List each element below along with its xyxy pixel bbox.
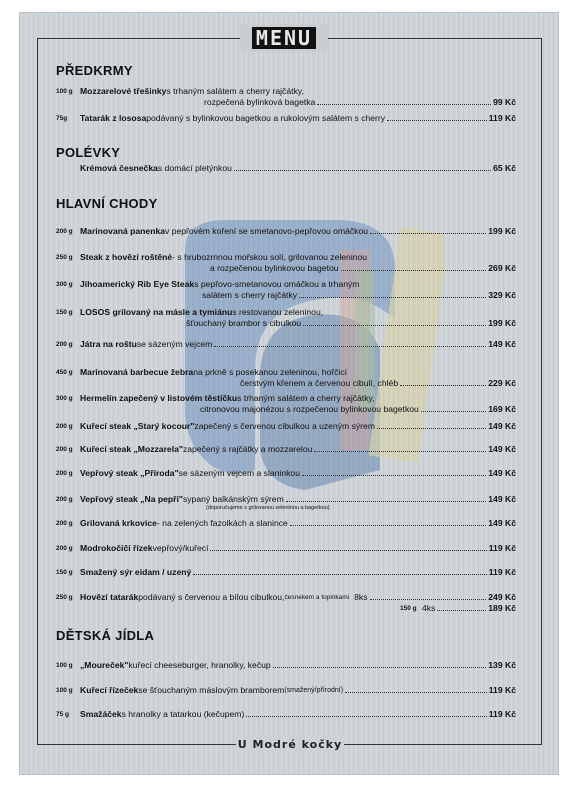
section-title-polevky: POLÉVKY	[56, 145, 121, 160]
dotted-leader	[377, 428, 486, 429]
item-desc: s hranolky a tatarkou (kečupem)	[121, 709, 245, 719]
item-desc-small: (smažený/přírodní)	[284, 687, 344, 694]
item-name: Smažený sýr eidam / uzený	[80, 567, 192, 577]
section-title-predkrmy: PŘEDKRMY	[56, 63, 133, 78]
menu-item	[56, 393, 516, 415]
item-desc: zapečený s rajčátky a mozzarelou	[182, 444, 313, 454]
item-price: 149 Kč	[488, 518, 516, 528]
item-name: Kuřecí steak „Starý kocour"	[80, 421, 195, 431]
item-desc-small: česnekem a topinkami	[284, 594, 350, 601]
item-weight: 200 g	[56, 228, 73, 235]
item-name: Jihoamerický Rib Eye Steak	[80, 279, 195, 289]
dotted-leader	[341, 270, 487, 271]
item-desc: s domácí pletýnkou	[157, 163, 232, 173]
dotted-leader	[299, 297, 486, 298]
menu-item	[56, 660, 516, 671]
item-name: Smažáček	[80, 709, 122, 719]
dotted-leader	[234, 170, 491, 171]
item-price: 149 Kč	[488, 468, 516, 478]
item-desc: zapečený s červenou cibulkou a uzeným sýrem	[194, 421, 375, 431]
item-price: 119 Kč	[488, 567, 516, 577]
item-desc: se šťouchaným máslovým bramborem	[138, 685, 285, 695]
item-desc: se sázeným vejcem	[136, 339, 213, 349]
item-weight: 75 g	[56, 711, 70, 718]
item-desc: na prkně s posekanou zeleninou, hořčicí	[193, 367, 348, 377]
item-desc: podávaný s červenou a bílou cibulkou,	[138, 592, 285, 602]
item-note: (doporučujeme s grilovanou zeleninou a bagetkou)	[206, 505, 330, 511]
item-name: Modrokočičí řízek	[80, 543, 153, 553]
menu-title: MENU	[252, 27, 316, 49]
item-price: 269 Kč	[488, 263, 516, 273]
dotted-leader	[370, 233, 486, 234]
dotted-leader	[421, 411, 486, 412]
item-name: „Moureček"	[80, 660, 129, 670]
item-weight: 200 g	[56, 470, 73, 477]
item-name: Krémová česnečka	[80, 163, 158, 173]
dotted-leader	[214, 346, 486, 347]
item-desc-2: a rozpečenou bylinkovou bagetou	[210, 263, 339, 273]
menu-item	[56, 252, 516, 274]
item-weight: 200 g	[56, 520, 73, 527]
item-price: 139 Kč	[488, 660, 516, 670]
item-desc-2: rozpečená bylinková bagetka	[204, 97, 316, 107]
item-weight: 75g	[56, 115, 68, 122]
item-weight: 200 g	[56, 496, 73, 503]
item-name: Kuřecí řízeček	[80, 685, 139, 695]
item-weight: 100 g	[56, 662, 73, 669]
menu-item	[56, 339, 516, 350]
item-price: 199 Kč	[488, 318, 516, 328]
item-name: Vepřový steak „Příroda"	[80, 468, 179, 478]
item-name: Hovězí tatarák	[80, 592, 139, 602]
section-title-hlavni: HLAVNÍ CHODY	[56, 196, 158, 211]
item-qty: 8ks	[354, 592, 368, 602]
item-weight: 250 g	[56, 594, 73, 601]
dotted-leader	[345, 692, 487, 693]
item-name: Hermelín zapečený v listovém těstíčku	[80, 393, 238, 403]
dotted-leader	[273, 667, 487, 668]
item-desc: kuřecí cheeseburger, hranolky, kečup	[128, 660, 271, 670]
menu-item	[56, 307, 516, 329]
menu-item	[56, 685, 516, 696]
item-price: 199 Kč	[488, 226, 516, 236]
dotted-leader	[193, 574, 486, 575]
item-price: 119 Kč	[488, 685, 516, 695]
item-desc: s restovanou zeleninou,	[232, 307, 324, 317]
item-price: 329 Kč	[488, 290, 516, 300]
dotted-leader	[286, 501, 487, 502]
item-price: 119 Kč	[488, 543, 516, 553]
item-weight: 200 g	[56, 423, 73, 430]
menu-item	[56, 518, 516, 529]
item-name: Tatarák z lososa	[80, 113, 147, 123]
dotted-leader	[400, 385, 486, 386]
item-price: 149 Kč	[488, 444, 516, 454]
menu-title-box	[240, 24, 328, 52]
menu-item	[56, 444, 516, 455]
menu-item	[56, 163, 516, 174]
item-desc: s trhaným salátem a cherry rajčátky,	[166, 86, 304, 96]
item-price: 65 Kč	[493, 163, 516, 173]
item-weight: 200 g	[56, 341, 73, 348]
menu-item	[56, 543, 516, 554]
item-qty: 4ks	[422, 603, 436, 613]
item-name: Steak z hovězí roštěné	[80, 252, 173, 262]
item-name: Játra na roštu	[80, 339, 137, 349]
item-desc-2: citronovou majonézou s rozpečenou bylinkovou bagetkou	[200, 404, 419, 414]
menu-item	[56, 592, 516, 614]
item-weight: 150 g	[56, 569, 73, 576]
item-weight: 450 g	[56, 369, 73, 376]
dotted-leader	[246, 716, 486, 717]
menu-item	[56, 468, 516, 479]
dotted-leader	[314, 451, 486, 452]
item-desc: v pepřovém koření se smetanovo-pepřovou omáčkou	[165, 226, 369, 236]
dotted-leader	[302, 475, 486, 476]
item-desc: sypaný balkánským sýrem	[182, 494, 284, 504]
dotted-leader	[290, 525, 486, 526]
dotted-leader	[210, 550, 486, 551]
item-name: Mozzarelové třešinky	[80, 86, 167, 96]
item-weight: 150 g	[56, 309, 73, 316]
item-name: Vepřový steak „Na pepři"	[80, 494, 183, 504]
item-weight: 100 g	[56, 687, 73, 694]
item-price: 189 Kč	[488, 603, 516, 613]
item-name: LOSOS grilovaný na másle a tymiánu	[80, 307, 233, 317]
item-desc: s pepřovo-smetanovou omáčkou a trhaným	[194, 279, 360, 289]
dotted-leader	[303, 325, 486, 326]
menu-item	[56, 367, 516, 389]
item-name: Grilovaná krkovice	[80, 518, 157, 528]
section-title-detska: DĚTSKÁ JÍDLA	[56, 628, 155, 643]
item-desc: se sázeným vejcem a slaninkou	[178, 468, 300, 478]
item-weight: 200 g	[56, 446, 73, 453]
item-name: Marinovaná panenka	[80, 226, 166, 236]
item-price: 149 Kč	[488, 494, 516, 504]
menu-item	[56, 226, 516, 237]
item-price: 149 Kč	[488, 421, 516, 431]
item-desc: vepřový/kuřecí	[152, 543, 209, 553]
menu-item	[56, 494, 516, 512]
item-price: 169 Kč	[488, 404, 516, 414]
item-desc: s trhaným salátem a cherry rajčátky,	[237, 393, 375, 403]
item-price: 119 Kč	[488, 113, 516, 123]
item-desc-2: čerstvým křenem a červenou cibulí, chléb	[240, 378, 399, 388]
item-weight: 100 g	[56, 88, 73, 95]
item-weight: 300 g	[56, 395, 73, 402]
item-name: Kuřecí steak „Mozzarela"	[80, 444, 183, 454]
item-price: 119 Kč	[488, 709, 516, 719]
item-price: 99 Kč	[493, 97, 516, 107]
menu-item	[56, 113, 516, 124]
dotted-leader	[437, 610, 486, 611]
menu-item	[56, 279, 516, 301]
restaurant-name: U Modré kočky	[237, 737, 343, 751]
item-weight: 150 g	[400, 605, 417, 612]
menu-item	[56, 421, 516, 432]
item-weight: 300 g	[56, 281, 73, 288]
dotted-leader	[370, 599, 487, 600]
item-weight: 200 g	[56, 545, 73, 552]
menu-item	[56, 709, 516, 720]
menu-item	[56, 567, 516, 578]
menu-item	[56, 86, 516, 108]
item-price: 229 Kč	[488, 378, 516, 388]
item-price: 149 Kč	[488, 339, 516, 349]
item-desc: - s hrubozrnnou mořskou solí, grilovanou zeleninou	[172, 252, 368, 262]
dotted-leader	[317, 104, 491, 105]
item-desc: podávaný s bylinkovou bagetkou a rukolovým salátem s cherry	[146, 113, 386, 123]
footer-box	[236, 735, 344, 753]
item-weight: 250 g	[56, 254, 73, 261]
item-price: 249 Kč	[488, 592, 516, 602]
dotted-leader	[387, 120, 487, 121]
item-name: Marinovaná barbecue žebra	[80, 367, 194, 377]
item-desc-2: šťouchaný brambor s cibulkou	[186, 318, 302, 328]
item-desc-2: salátem s cherry rajčátky	[202, 290, 298, 300]
item-desc: - na zelených fazolkách a slanince	[156, 518, 288, 528]
